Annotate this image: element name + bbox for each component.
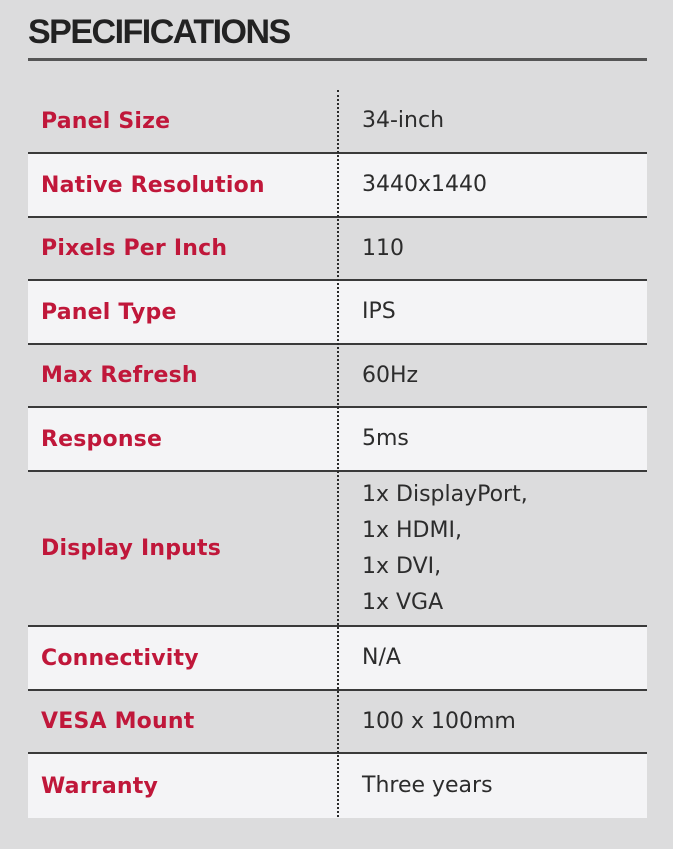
spec-value: 5ms [362,426,409,451]
spec-label: Max Refresh [41,363,198,388]
title-underline [28,58,647,61]
spec-value: 3440x1440 [362,172,487,197]
spec-label: Response [41,426,163,452]
spec-label: Connectivity [41,645,199,671]
spec-label: Warranty [41,773,158,799]
spec-value: 110 [362,235,404,261]
spec-label: Panel Type [41,299,177,325]
spec-label: Display Inputs [41,536,222,561]
spec-label: VESA Mount [41,709,195,734]
spec-label: Pixels Per Inch [41,236,228,261]
spec-value: 100 x 100mm [362,708,516,734]
spec-label: Panel Size [41,108,171,134]
spec-label: Native Resolution [41,172,265,198]
spec-value: IPS [362,299,396,324]
column-divider [337,90,339,817]
spec-value: 1x DisplayPort, 1x HDMI, 1x DVI, 1x VGA [362,481,528,615]
page-title: SPECIFICATIONS [28,13,290,51]
spec-value: N/A [362,645,401,670]
spec-value: 60Hz [362,362,419,388]
spec-value: 34-inch [362,108,445,133]
spec-value: Three years [362,773,493,798]
